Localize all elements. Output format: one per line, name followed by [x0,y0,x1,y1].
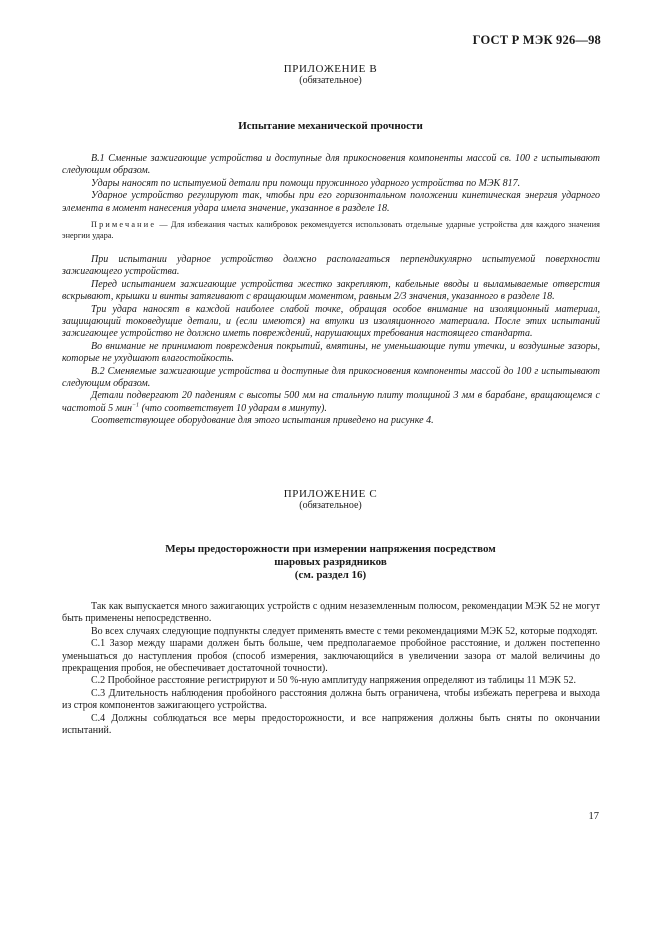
paragraph-perpendicular: При испытании ударное устройство должно располагаться перпендикулярно испытуемой поверхности зажигающего устройства. [62,254,600,278]
paragraph-b1-adjust: Ударное устройство регулируют так, чтобы при его горизонтальном положении кинетическая энергия ударного элемента в момент нанесения удара имела значение, указанное в разделе 18. [62,190,600,214]
paragraph-c1: С.1 Зазор между шарами должен быть больше, чем предполагаемое пробойное расстояние, и должен постепенно уменьшаться до наступления пробоя (способ измерения, заключающийся в увеличении зазора от малой величины до прекращения пробоя, не обеспечивает достаточной точности). [62,638,600,675]
paragraph-three-blows: Три удара наносят в каждой наиболее слабой точке, обращая особое внимание на изоляционный материал, защищающий токоведущие детали, и (если имеются) на втулки из изоляционного материала. После этих испытаний зажигающее устройство не должно иметь повреждений, нарушающих требования настоящего стандарта. [62,303,600,340]
appendix-c-text-block [62,601,600,737]
paragraph-b1-impact: Удары наносят по испытуемой детали при помощи пружинного ударного устройства по МЭК 817. [91,177,521,189]
appendix-b-text-block [62,153,600,215]
note-label: Примечание [91,220,157,229]
paragraph-b2: В.2 Сменяемые зажигающие устройства и доступные для прикосновения компоненты массой до 100 г испытывают следующим образом. [62,365,600,390]
paragraph-c-intro: Так как выпускается много зажигающих устройств с одним незаземленным полюсом, рекомендации МЭК 52 не могут быть применены непосредственно. [62,601,600,625]
appendix-b-heading: Испытание механической прочности [238,120,423,132]
appendix-c-heading-line-1: Меры предосторожности при измерении напряжения посредством [165,543,496,555]
paragraph-c-all-cases: Во всех случаях следующие подпункты следует применять вместе с теми рекомендациями МЭК 52, которые подходят. [91,625,598,637]
appendix-c-status: (обязательное) [299,500,362,511]
appendix-c-heading-line-3: (см. раздел 16) [294,569,367,581]
drop-test-text-b: (что соответствует 10 ударам в минуту). [139,402,327,414]
drop-test-text-a: Детали подвергают 20 падениям с высоты 500 мм на стальную плиту толщиной 3 мм в барабане, вращающемся с частотой 5 мин [62,390,600,414]
appendix-c-title: ПРИЛОЖЕНИЕ С [283,488,378,500]
paragraph-mounting: Перед испытанием зажигающие устройства жестко закрепляют, кабельные вводы и выламываемые отверстия вскрывают, крышки и винты затягивают с вращающим моментом, равным 2/3 значения, указанного в разделе 18. [62,278,600,303]
appendix-c-heading-line-2: шаровых разрядников [274,556,387,568]
paragraph-c4: С.4 Должны соблюдаться все меры предосторожности, и все напряжения должны быть сняты по окончании испытаний. [62,712,600,737]
paragraph-c2: С.2 Пробойное расстояние регистрируют и 50 %-ную амплитуду напряжения определяют из таблицы 11 МЭК 52. [91,675,576,687]
standard-designation: ГОСТ Р МЭК 926—98 [472,33,601,47]
appendix-b-title: ПРИЛОЖЕНИЕ В [283,63,378,75]
paragraph-b1: В.1 Сменные зажигающие устройства и доступные для прикосновения компоненты массой св. 100 г испытывают следующим образом. [62,153,600,177]
paragraph-drop-test [62,390,600,415]
note-block [62,219,600,241]
note-text: — Для избежания частых калибровок рекомендуется использовать отдельные ударные устройства для каждого значения энергии удара. [62,220,600,240]
paragraph-ignore-damage: Во внимание не принимают повреждения покрытий, вмятины, не уменьшающие пути утечки, и воздушные зазоры, которые не ухудшают влагостойкость. [62,340,600,365]
paragraph-equipment: Соответствующее оборудование для этого испытания приведено на рисунке 4. [91,415,434,427]
page-number: 17 [588,811,599,822]
paragraph-c3: С.3 Длительность наблюдения пробойного расстояния должна быть ограничена, чтобы избежать перегрева и выхода из строя компонентов зажигающего устройства. [62,687,600,712]
appendix-b-text-block-2 [62,254,600,428]
appendix-b-status: (обязательное) [299,75,362,86]
drop-test-exponent: −1 [132,402,140,409]
